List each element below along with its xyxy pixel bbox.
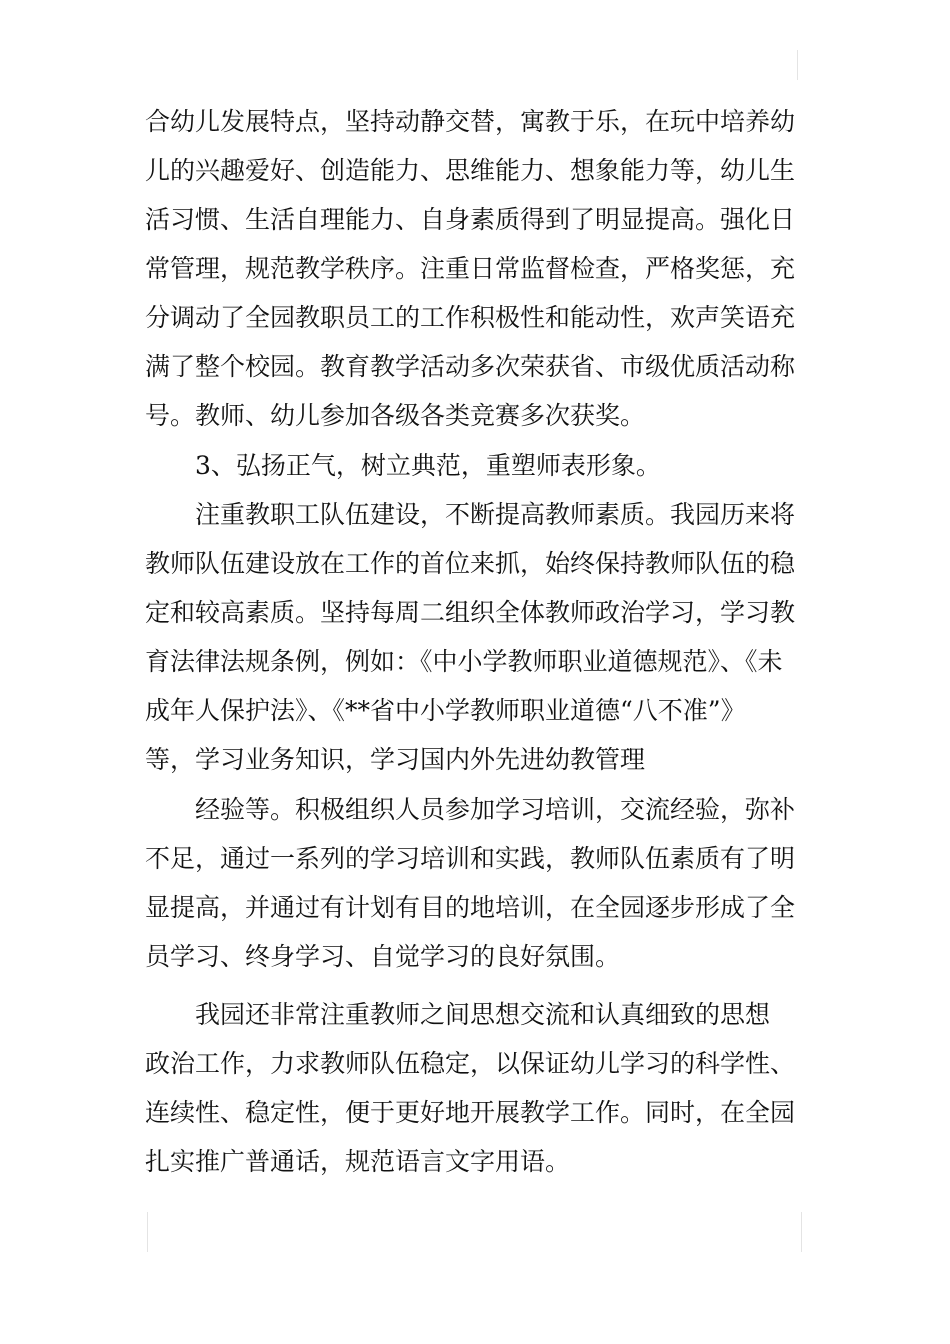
- text-line: 经验等。积极组织人员参加学习培训，交流经验，弥补: [195, 795, 796, 824]
- page-corner-mark-bottom-left: [147, 1212, 148, 1252]
- document-body: [145, 97, 810, 1186]
- text-line: 扎实推广普通话，规范语言文字用语。: [145, 1147, 571, 1176]
- text-line: 满了整个校园。教育教学活动多次荣获省、市级优质活动称: [145, 352, 796, 381]
- text-line: 合幼儿发展特点，坚持动静交替，寓教于乐，在玩中培养幼: [145, 107, 796, 136]
- text-line: 育法律法规条例，例如：《中小学教师职业道德规范》、《未: [145, 647, 783, 676]
- text-line: 分调动了全园教职员工的工作积极性和能动性，欢声笑语充: [145, 303, 796, 332]
- page-corner-mark-top-right: [797, 50, 798, 80]
- text-line: 常管理，规范教学秩序。注重日常监督检查，严格奖惩，充: [145, 254, 796, 283]
- text-line: 政治工作，力求教师队伍稳定，以保证幼儿学习的科学性、: [145, 1049, 796, 1078]
- text-line: 号。教师、幼儿参加各级各类竞赛多次获奖。: [145, 401, 646, 430]
- text-line: 活习惯、生活自理能力、自身素质得到了明显提高。强化日: [145, 205, 796, 234]
- text-line: 显提高，并通过有计划有目的地培训，在全园逐步形成了全: [145, 893, 796, 922]
- text-line: 定和较高素质。坚持每周二组织全体教师政治学习，学习教: [145, 598, 796, 627]
- text-line: 教师队伍建设放在工作的首位来抓，始终保持教师队伍的稳: [145, 549, 796, 578]
- text-line: 成年人保护法》、《**省中小学教师职业道德“八不准”》: [145, 696, 746, 725]
- text-line: 注重教职工队伍建设，不断提高教师素质。我园历来将: [195, 500, 796, 529]
- page-corner-mark-bottom-right: [801, 1212, 802, 1252]
- text-line: 我园还非常注重教师之间思想交流和认真细致的思想: [195, 1000, 771, 1029]
- text-line: 连续性、稳定性，便于更好地开展教学工作。同时，在全园: [145, 1098, 796, 1127]
- section-heading: 3、弘扬正气，树立典范，重塑师表形象。: [195, 451, 661, 480]
- text-line: 员学习、终身学习、自觉学习的良好氛围。: [145, 942, 621, 971]
- text-line: 等，学习业务知识，学习国内外先进幼教管理: [145, 745, 646, 774]
- text-line: 儿的兴趣爱好、创造能力、思维能力、想象能力等，幼儿生: [145, 156, 796, 185]
- text-line: 不足，通过一系列的学习培训和实践，教师队伍素质有了明: [145, 844, 796, 873]
